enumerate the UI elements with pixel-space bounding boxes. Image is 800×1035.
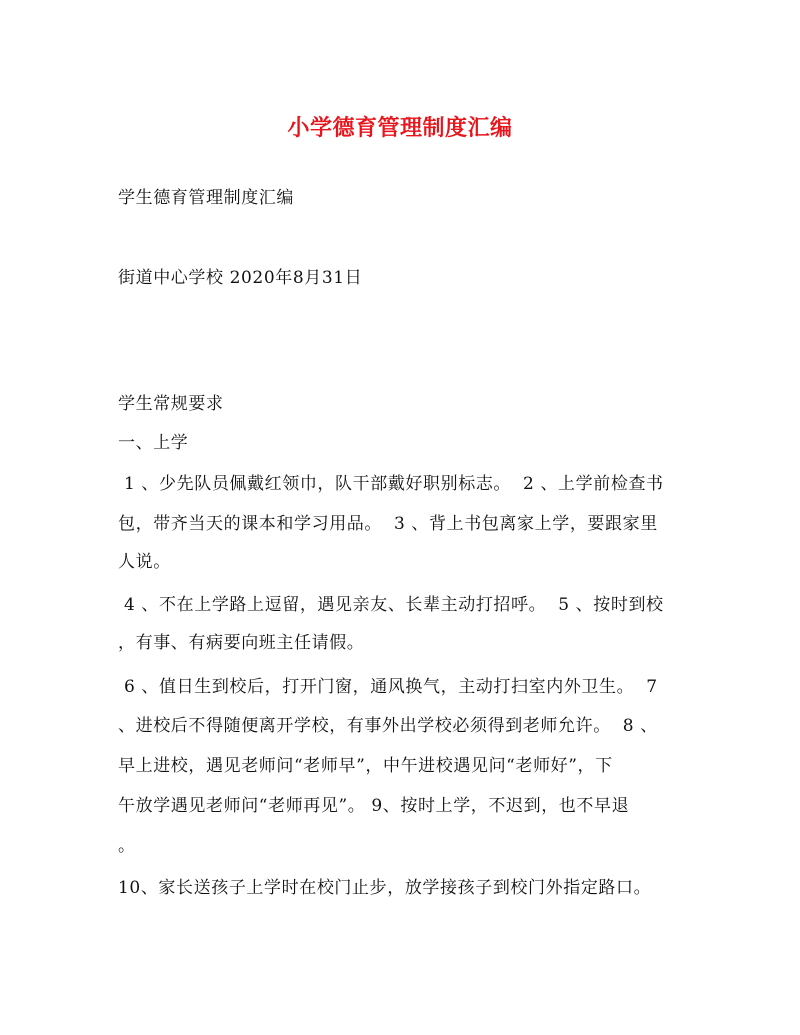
body-line: 午放学遇见老师问“老师再见”。 9、按时上学，不迟到，也不早退 [118,796,630,816]
author-date-line: 街道中心学校 2020年8月31日 [118,268,363,288]
subsection-heading: 一、上学 [118,433,189,453]
body-line: 。 [118,836,136,856]
body-line: 、进校后不得随便离开学校，有事外出学校必须得到老师允许。 8 、 [118,716,658,736]
body-line: 10、家长送孩子上学时在校门止步，放学接孩子到校门外指定路口。 [118,878,652,898]
body-line: 1 、少先队员佩戴红领巾，队干部戴好职别标志。 2 、上学前检查书 [118,474,664,494]
section-heading: 学生常规要求 [118,394,224,414]
body-line: 6 、值日生到校后，打开门窗，通风换气，主动打扫室内外卫生。 7 [118,677,658,697]
document-title: 小学德育管理制度汇编 [287,115,513,141]
body-line: 4 、不在上学路上逗留，遇见亲友、长辈主动打招呼。 5 、按时到校 [118,595,664,615]
body-line: 包，带齐当天的课本和学习用品。 3 、背上书包离家上学，要跟家里 [118,514,658,534]
document-subtitle: 学生德育管理制度汇编 [118,188,294,208]
body-line: ，有事、有病要向班主任请假。 [118,633,365,653]
body-line: 早上进校，遇见老师问“老师早”，中午进校遇见问“老师好”，下 [118,756,613,776]
body-line: 人说。 [118,552,171,572]
